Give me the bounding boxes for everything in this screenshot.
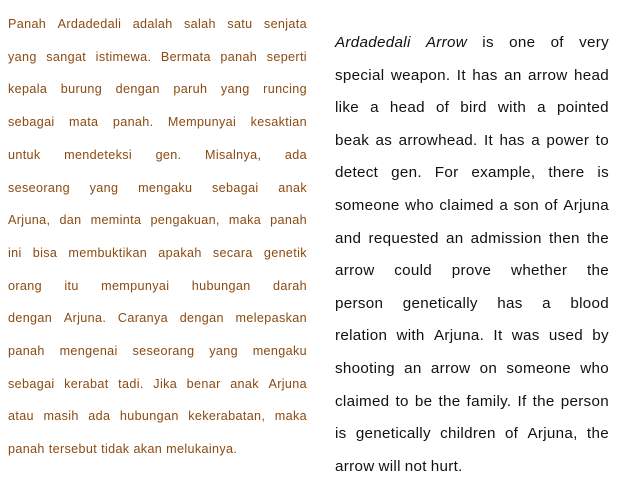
- indonesian-line: seseorang yang mengaku sebagai anak: [8, 180, 307, 195]
- indonesian-line: atau masih ada hubungan kekerabatan, maka: [8, 409, 307, 424]
- english-line: person genetically has a blood: [335, 294, 609, 312]
- english-line: and requested an admission then the: [335, 229, 609, 247]
- indonesian-line: sebagai kerabat tadi. Jika benar anak Arjuna: [8, 376, 307, 391]
- english-line: beak as arrowhead. It has a power to: [335, 131, 609, 149]
- indonesian-line: dengan Arjuna. Caranya dengan melepaskan: [8, 311, 307, 326]
- english-line: relation with Arjuna. It was used by: [335, 327, 609, 345]
- indonesian-line: panah mengenai seseorang yang mengaku: [8, 344, 307, 358]
- indonesian-line: Arjuna, dan meminta pengakuan, maka panah: [8, 213, 307, 228]
- english-line: shooting an arrow on someone who: [335, 360, 609, 377]
- english-line: Ardadedali Arrow is one of very: [335, 34, 609, 51]
- english-line: arrow could prove whether the: [335, 262, 609, 280]
- english-line: detect gen. For example, there is: [335, 164, 609, 182]
- indonesian-line: Panah Ardadedali adalah salah satu senjata: [8, 17, 307, 31]
- english-line: is genetically children of Arjuna, the: [335, 425, 609, 443]
- indonesian-line: yang sangat istimewa. Bermata panah seperti: [8, 49, 307, 64]
- english-line: like a head of bird with a pointed: [335, 99, 609, 117]
- english-line: special weapon. It has an arrow head: [335, 66, 609, 84]
- indonesian-line: orang itu mempunyai hubungan darah: [8, 278, 307, 293]
- english-line: claimed to be the family. If the person: [335, 392, 609, 410]
- indonesian-line: ini bisa membuktikan apakah secara genetik: [8, 245, 307, 260]
- indonesian-line: kepala burung dengan paruh yang runcing: [8, 82, 307, 97]
- english-line: someone who claimed a son of Arjuna: [335, 197, 609, 214]
- english-line: arrow will not hurt.: [335, 457, 463, 475]
- indonesian-line: panah tersebut tidak akan melukainya.: [8, 442, 238, 457]
- indonesian-line: untuk mendeteksi gen. Misalnya, ada: [8, 147, 307, 162]
- indonesian-line: sebagai mata panah. Mempunyai kesaktian: [8, 115, 307, 130]
